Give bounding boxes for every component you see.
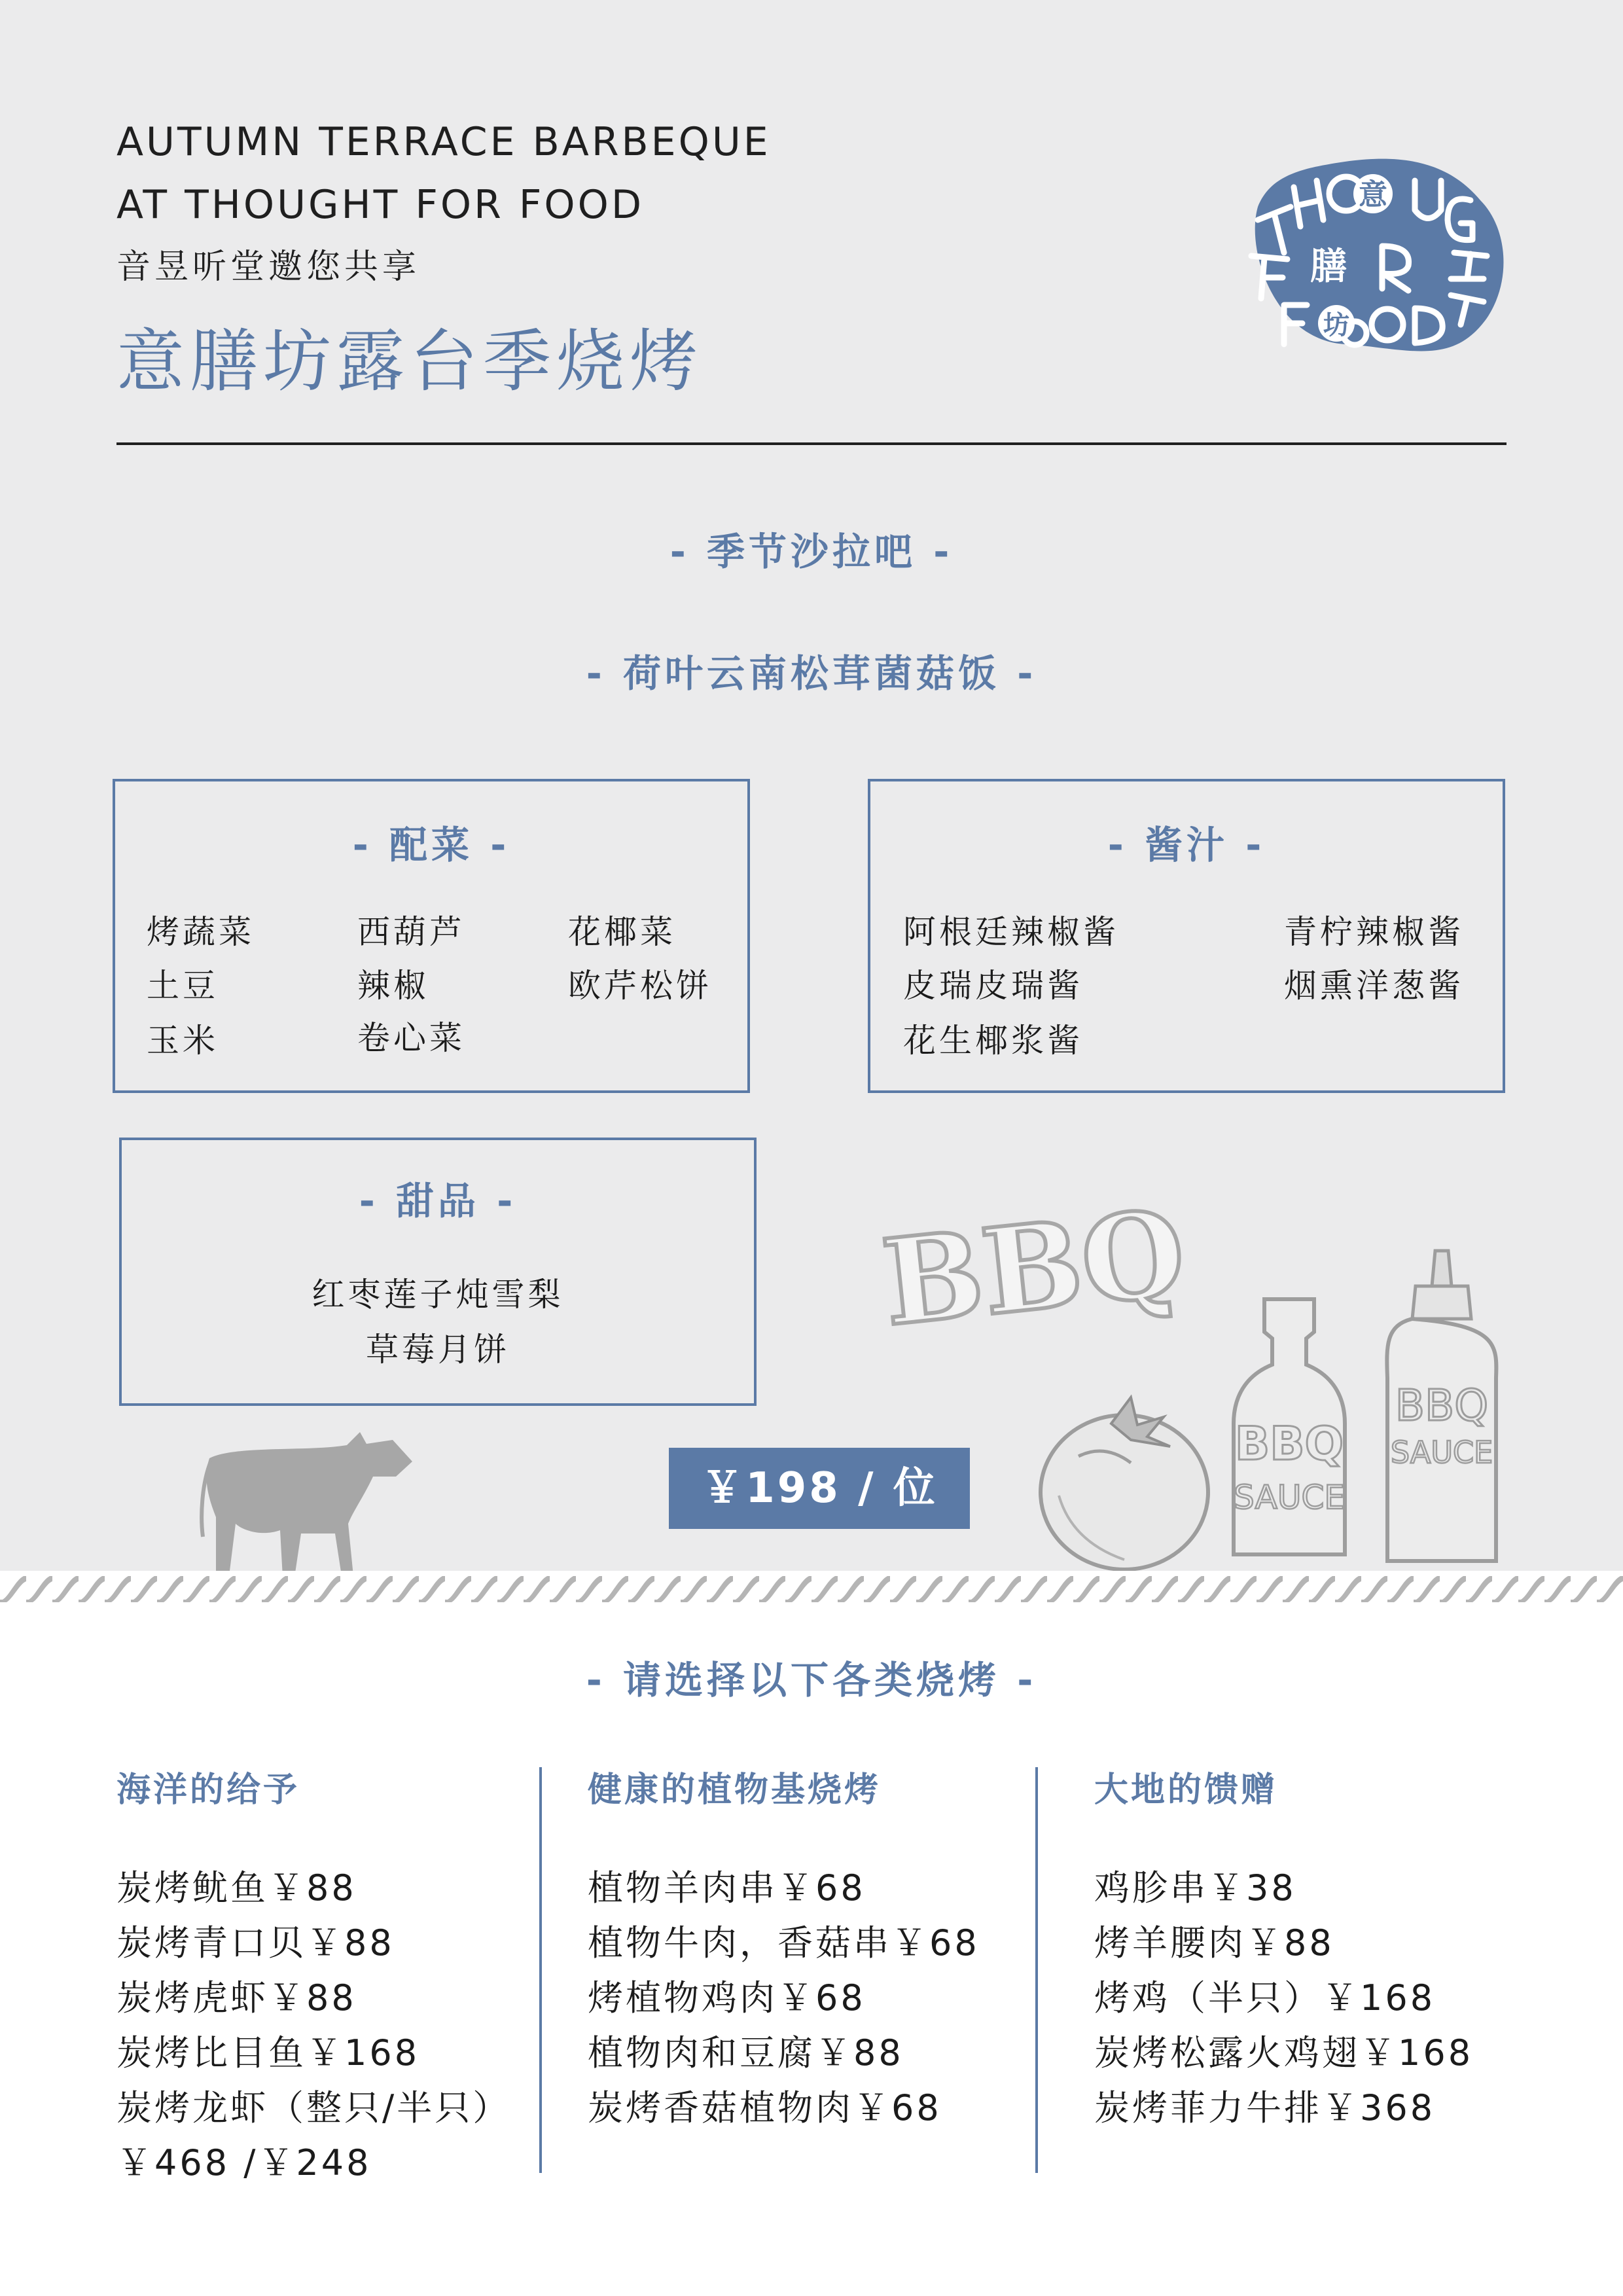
cow-illustration [196,1426,419,1583]
side-item: 西葫芦 [357,913,465,951]
tomato-illustration [1033,1384,1216,1574]
side-item: 玉米 [147,1022,219,1060]
side-item: 土豆 [147,967,219,1005]
menu-item: 植物肉和豆腐￥88 [588,2032,904,2073]
menu-item: 烤鸡（半只）￥168 [1094,1977,1436,2018]
menu-item: 鸡胗串￥38 [1094,1867,1296,1909]
menu-item-price: ￥468 /￥248 [116,2142,372,2183]
rope-divider [0,1571,1623,1605]
bottle-label-bottom: SAUCE [1234,1479,1345,1516]
menu-item: 植物羊肉串￥68 [588,1867,866,1909]
menu-item: 炭烤青口贝￥88 [116,1922,395,1964]
bbq-selection-heading: - 请选择以下各类烧烤 - [586,1658,1037,1702]
sides-heading: - 配菜 - [352,823,510,867]
sauces-box [868,779,1505,1093]
menu-item: 炭烤比目鱼￥168 [116,2032,420,2073]
land-column-title: 大地的馈赠 [1094,1770,1278,1810]
price-badge: ￥198 / 位 [669,1448,970,1529]
menu-item: 炭烤香菇植物肉￥68 [588,2087,942,2128]
english-title-line-1: AUTUMN TERRACE BARBEQUE [116,119,771,165]
header-divider [116,442,1507,445]
menu-item: 烤羊腰肉￥88 [1094,1922,1334,1964]
sauces-heading: - 酱汁 - [1107,823,1266,867]
column-divider [539,1767,542,2173]
salad-bar-heading: - 季节沙拉吧 - [669,529,954,574]
sides-box [113,779,750,1093]
dessert-item: 草莓月饼 [366,1331,510,1369]
dessert-item: 红枣莲子炖雪梨 [312,1276,564,1314]
seafood-column-title: 海洋的给予 [116,1770,300,1810]
sauce-item: 烟熏洋葱酱 [1284,967,1464,1005]
sauce-item: 青柠辣椒酱 [1284,913,1464,951]
menu-item: 植物牛肉，香菇串￥68 [588,1922,980,1964]
menu-item: 炭烤菲力牛排￥368 [1094,2087,1436,2128]
side-item: 花椰菜 [568,913,676,951]
english-title-line-2: AT THOUGHT FOR FOOD [116,182,645,228]
bbq-sauce-bottle-2 [1380,1247,1504,1574]
menu-item: 炭烤虎虾￥88 [116,1977,357,2018]
dessert-box [119,1138,757,1406]
bottle-label-top: BBQ [1395,1380,1489,1431]
svg-text:意: 意 [1359,178,1387,211]
svg-text:膳: 膳 [1310,245,1347,288]
sauce-item: 阿根廷辣椒酱 [903,913,1119,951]
rice-heading: - 荷叶云南松茸菌菇饭 - [586,651,1037,696]
menu-item: 炭烤龙虾（整只/半只） [116,2087,511,2128]
chinese-subtitle: 音昱听堂邀您共享 [116,247,421,287]
bottle-label-top: BBQ [1234,1417,1344,1471]
column-divider [1035,1767,1038,2173]
chinese-title: 意膳坊露台季烧烤 [116,321,704,401]
menu-item: 炭烤松露火鸡翅￥168 [1094,2032,1474,2073]
side-item: 烤蔬菜 [147,913,255,951]
sauce-item: 皮瑞皮瑞酱 [903,967,1083,1005]
side-item: 辣椒 [357,967,429,1005]
menu-item: 炭烤鱿鱼￥88 [116,1867,357,1909]
dessert-heading: - 甜品 - [359,1179,517,1223]
side-item: 欧芹松饼 [568,967,712,1005]
thought-for-food-logo [1219,148,1507,357]
svg-text:坊: 坊 [1323,310,1349,340]
plant-based-column-title: 健康的植物基烧烤 [588,1770,882,1810]
side-item: 卷心菜 [357,1019,465,1057]
sauce-item: 花生椰浆酱 [903,1022,1083,1060]
bbq-text: BBQ [876,1198,1192,1342]
menu-item: 烤植物鸡肉￥68 [588,1977,866,2018]
bbq-sauce-bottle-1 [1224,1293,1355,1568]
bottle-label-bottom: SAUCE [1390,1435,1493,1470]
bbq-sketch-lettering [864,1198,1204,1342]
